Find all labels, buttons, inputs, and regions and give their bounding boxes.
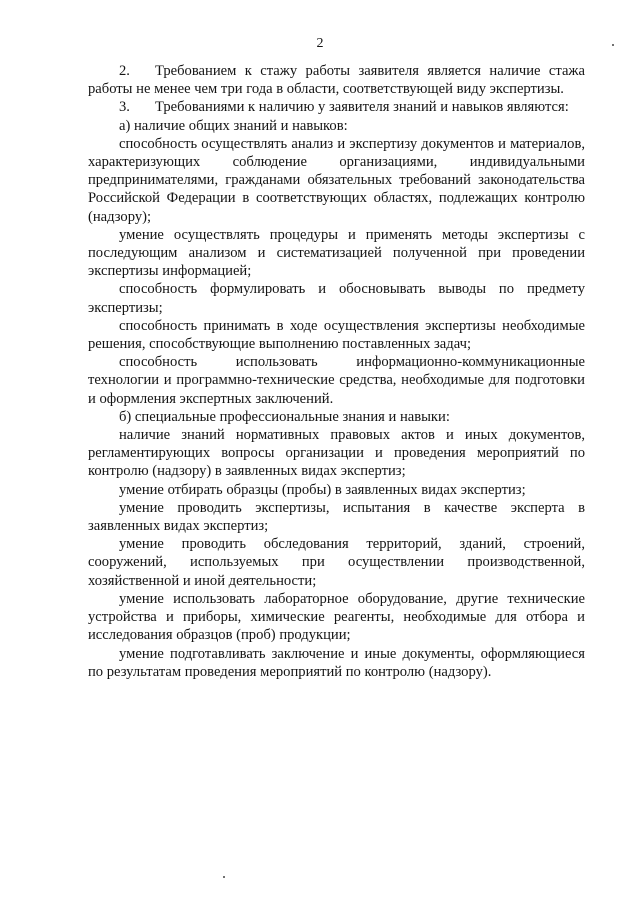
subheading-general: а) наличие общих знаний и навыков:	[119, 117, 348, 134]
paragraph-number: 2.	[119, 63, 130, 79]
list-item: умение проводить экспертизы, испытания в качестве эксперта в заявленных видах экспертиз;	[88, 499, 585, 535]
list-item: способность осуществлять анализ и экспертизу документов и материалов, характеризующих соблюдение организациями, индивидуальными предпринимателями, гражданами обязательных требований законодательства Российской Федерации в соответствующих областях, подлежащих контролю (надзору);	[88, 135, 585, 225]
scan-speck	[223, 876, 225, 878]
paragraph-text: Требованиями к наличию у заявителя знаний и навыков являются:	[155, 99, 569, 116]
subheading-special: б) специальные профессиональные знания и навыки:	[119, 408, 450, 425]
list-item: умение осуществлять процедуры и применять методы экспертизы с последующим анализом и систематизацией полученной при проведении экспертизы информацией;	[88, 226, 585, 280]
list-item: умение проводить обследования территорий, зданий, строений, сооружений, используемых при осуществлении производственной, хозяйственной и иной деятельности;	[88, 536, 585, 589]
paragraph-text: Требованием к стажу работы заявителя является наличие стажа работы не менее чем три года в области, соответствующей виду экспертизы.	[88, 63, 585, 98]
page-number: 2	[316, 36, 324, 51]
scan-speck	[612, 44, 614, 46]
paragraph-2	[88, 62, 585, 98]
list-item: способность использовать информационно-коммуникационные технологии и программно-технические средства, необходимые для подготовки и оформления экспертных заключений.	[88, 354, 585, 407]
list-item: способность формулировать и обосновывать выводы по предмету экспертизы;	[88, 281, 585, 316]
list-item: умение отбирать образцы (пробы) в заявленных видах экспертиз;	[119, 481, 526, 498]
list-item: способность принимать в ходе осуществления экспертизы необходимые решения, способствующие выполнению поставленных задач;	[88, 317, 585, 353]
list-item: наличие знаний нормативных правовых актов и иных документов, регламентирующих вопросы организации и проведения мероприятий по контролю (надзору) в заявленных видах экспертиз;	[88, 427, 585, 480]
document-body	[88, 62, 585, 681]
paragraph-number: 3.	[119, 99, 130, 116]
list-item: умение подготавливать заключение и иные документы, оформляющиеся по результатам проведения мероприятий по контролю (надзору).	[88, 645, 585, 680]
paragraph-3	[88, 98, 585, 116]
list-item: умение использовать лабораторное оборудование, другие технические устройства и приборы, химические реагенты, необходимые для отбора и исследования образцов (проб) продукции;	[88, 590, 585, 644]
